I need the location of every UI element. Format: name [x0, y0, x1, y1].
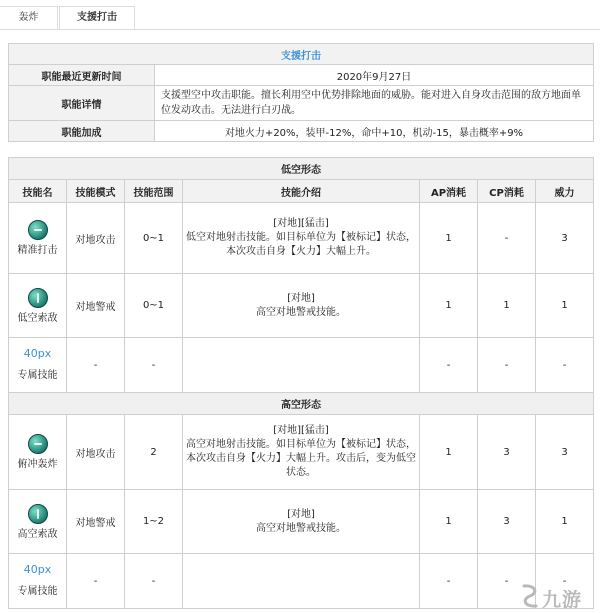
header-ap-cost: AP消耗: [420, 180, 478, 203]
table-row: [9, 203, 594, 274]
role-bonus-label: 职能加成: [9, 121, 155, 142]
skill-mode: 对地警戒: [67, 274, 125, 338]
table-row: [9, 338, 594, 393]
header-skill-name: 技能名: [9, 180, 67, 203]
table-row: [9, 415, 594, 490]
role-title: 支援打击: [9, 44, 594, 65]
tab-divider: [0, 29, 600, 30]
skill-power: -: [536, 338, 594, 393]
skill-name-cell[interactable]: [9, 554, 67, 609]
skill-tag: [对地]: [287, 508, 315, 520]
skill-name-cell[interactable]: [9, 338, 67, 393]
section-high-altitude: 高空形态: [9, 393, 594, 415]
skill-name: 专属技能: [17, 370, 58, 381]
skill-power: 3: [536, 415, 594, 490]
role-detail-value: 支援型空中攻击职能。擅长利用空中优势排除地面的威胁。能对进入自身攻击范围的敌方地面单位发动攻击。无法进行白刃战。: [155, 86, 594, 121]
header-cp-cost: CP消耗: [478, 180, 536, 203]
skill-desc: 高空对地射击技能。如目标单位为【被标记】状态，本次攻击自身【火力】大幅上升。攻击后，变为低空状态。: [186, 439, 416, 478]
tab-bombing[interactable]: 轰炸: [0, 6, 58, 30]
skill-name: 低空索敌: [17, 312, 58, 324]
skill-cp: -: [478, 554, 536, 609]
skills-table: [8, 157, 594, 609]
skill-range: 0~1: [125, 203, 183, 274]
skill-intro: [183, 554, 420, 609]
skill-name-cell[interactable]: [9, 415, 67, 490]
skill-gem-icon: [28, 434, 48, 454]
skill-gem-icon: [28, 220, 48, 240]
header-skill-range: 技能范围: [125, 180, 183, 203]
skill-ap: 1: [420, 490, 478, 554]
update-time-value: 2020年9月27日: [155, 65, 594, 86]
header-skill-intro: 技能介绍: [183, 180, 420, 203]
section-low-altitude: 低空形态: [9, 158, 594, 180]
skill-intro: [183, 415, 420, 490]
skill-range: -: [125, 554, 183, 609]
tab-bar: [0, 0, 600, 34]
skill-power: 1: [536, 274, 594, 338]
skill-intro: [183, 490, 420, 554]
skill-tag: [对地][猛击]: [273, 218, 329, 229]
header-power: 威力: [536, 180, 594, 203]
image-placeholder-size: 40px: [23, 347, 52, 360]
skill-mode: -: [67, 554, 125, 609]
skill-cp: 3: [478, 415, 536, 490]
skill-name: 高空索敌: [17, 528, 58, 540]
role-info-table: [8, 43, 594, 142]
skill-range: 0~1: [125, 274, 183, 338]
image-placeholder-size: 40px: [23, 563, 52, 576]
skill-cp: -: [478, 338, 536, 393]
header-skill-mode: 技能模式: [67, 180, 125, 203]
table-row: [9, 490, 594, 554]
skill-mode: 对地攻击: [67, 203, 125, 274]
update-time-label: 职能最近更新时间: [9, 65, 155, 86]
skill-ap: -: [420, 338, 478, 393]
role-detail-label: 职能详情: [9, 86, 155, 121]
skill-desc: 高空对地警戒技能。: [256, 522, 346, 534]
skill-name: 精准打击: [17, 245, 58, 256]
skill-range: 1~2: [125, 490, 183, 554]
skill-desc: 高空对地警戒技能。: [256, 306, 346, 318]
skill-power: -: [536, 554, 594, 609]
skill-name-cell[interactable]: [9, 490, 67, 554]
skill-mode: -: [67, 338, 125, 393]
watermark-logo: [518, 583, 594, 609]
role-bonus-value: 对地火力+20%，装甲-12%，命中+10，机动-15，暴击概率+9%: [155, 121, 594, 142]
skill-gem-icon: [28, 288, 48, 308]
skill-ap: -: [420, 554, 478, 609]
skill-ap: 1: [420, 415, 478, 490]
watermark-swirl-icon: [518, 583, 542, 609]
skill-ap: 1: [420, 274, 478, 338]
watermark-text: 九游: [542, 589, 583, 611]
skill-name-cell[interactable]: [9, 203, 67, 274]
skill-cp: 3: [478, 490, 536, 554]
skill-mode: 对地攻击: [67, 415, 125, 490]
skill-name-cell[interactable]: [9, 274, 67, 338]
skill-intro: [183, 203, 420, 274]
skill-name: 专属技能: [17, 586, 58, 597]
table-row: [9, 274, 594, 338]
skill-tag: [对地][猛击]: [273, 425, 329, 436]
skill-intro: [183, 274, 420, 338]
skill-gem-icon: [28, 504, 48, 524]
skill-desc: 低空对地射击技能。如目标单位为【被标记】状态，本次攻击自身【火力】大幅上升。: [186, 232, 416, 257]
table-row: [9, 554, 594, 609]
skill-cp: -: [478, 203, 536, 274]
skill-ap: 1: [420, 203, 478, 274]
skill-range: -: [125, 338, 183, 393]
skill-name: 俯冲轰炸: [17, 459, 58, 470]
skill-power: 3: [536, 203, 594, 274]
skill-power: 1: [536, 490, 594, 554]
skill-mode: 对地警戒: [67, 490, 125, 554]
tab-support-strike[interactable]: 支援打击: [59, 6, 135, 30]
skill-cp: 1: [478, 274, 536, 338]
skill-tag: [对地]: [287, 292, 315, 304]
skill-range: 2: [125, 415, 183, 490]
skill-intro: [183, 338, 420, 393]
